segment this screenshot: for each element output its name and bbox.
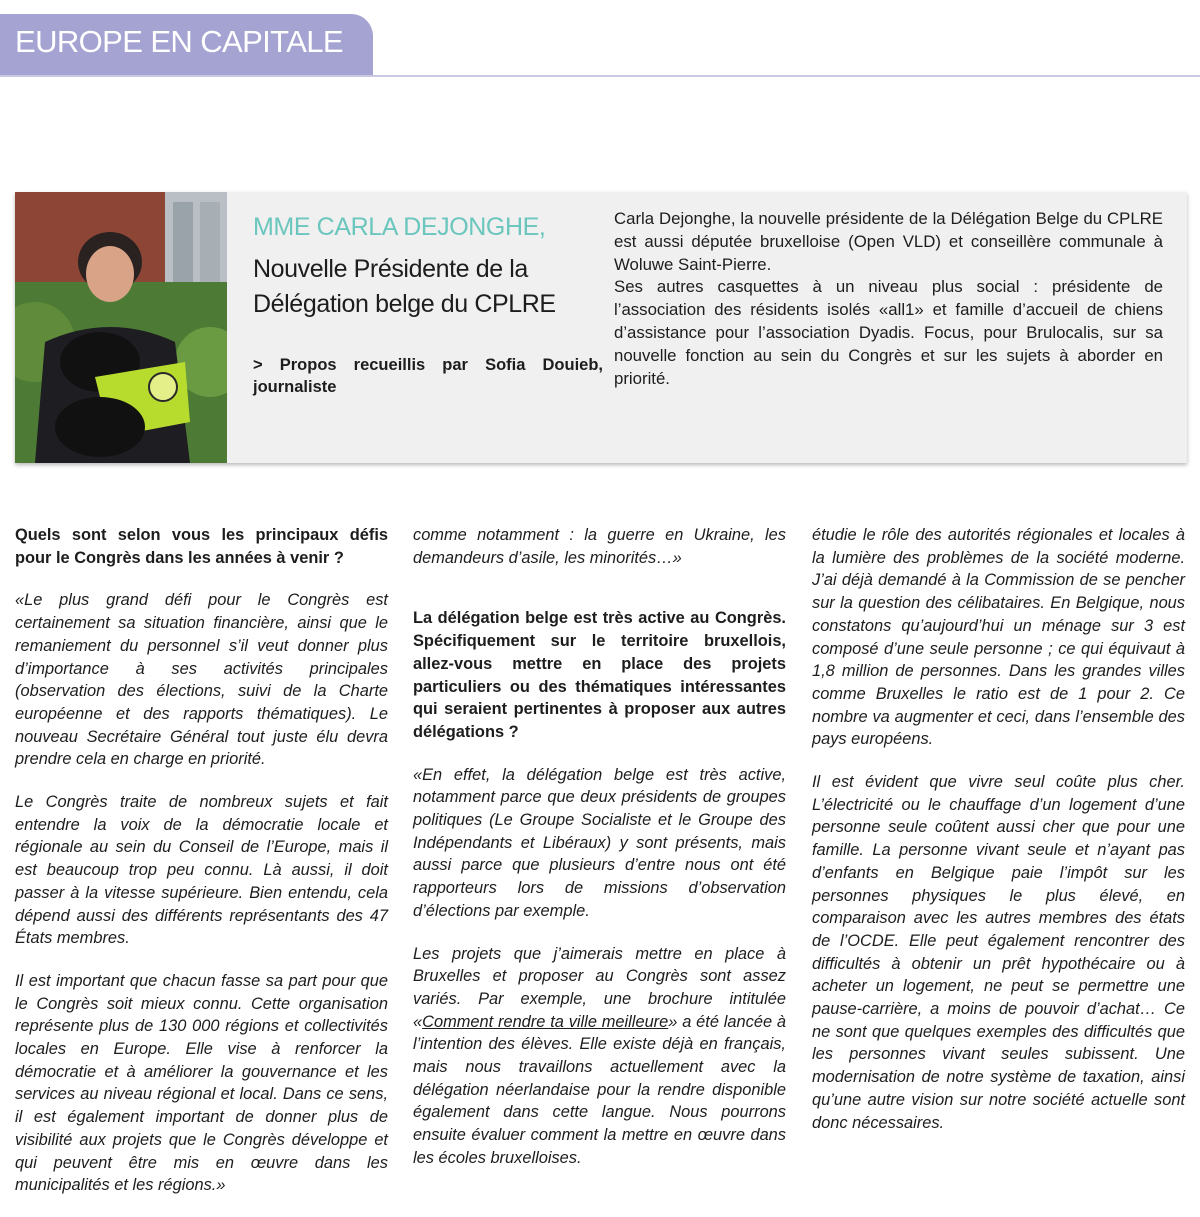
portrait-photo <box>15 192 227 463</box>
article-column-1 <box>15 524 388 1217</box>
portrait-illustration <box>15 192 227 463</box>
author-credit: > Propos recueillis par Sofia Douieb, journaliste <box>253 356 603 396</box>
answer-paragraph: Il est important que chacun fasse sa part pour que le Congrès soit mieux connu. Cette organisation représente plus de 130 000 régions et collectivités locales en Europe. Elle vise à renforcer la démocratie et à améliorer la gouvernance et les services au niveau régional et local. Dans ce sens, il est également important de donner plus de visibilité aux projets que le Congrès développe et qui peuvent être mis en œuvre dans les municipalités et les régions.» <box>15 971 388 1195</box>
section-title: EUROPE EN CAPITALE <box>15 24 343 59</box>
section-header <box>0 14 373 75</box>
answer-text: Les projets que j’aimerais mettre en place à Bruxelles et proposer au Congrès sont assez variés. Par exemple, une brochure intitulée « <box>413 944 786 1031</box>
intro-panel <box>15 192 1187 463</box>
header-divider <box>0 75 1200 77</box>
brochure-title-link[interactable]: Comment rendre ta ville meilleure <box>422 1012 669 1031</box>
intro-text <box>614 208 1163 390</box>
answer-paragraph: Il est évident que vivre seul coûte plus cher. L’électricité ou le chauffage d’un logement d’une personne seule coûtent aussi cher que pour une famille. La personne vivant seule et n’ayant pas d’enfants en Belgique paie l’impôt sur les personnes physiques le plus élevé, en comparaison avec les autres membres des états de l’OCDE. Elle peut également rencontrer des difficultés à obtenir un prêt hypothécaire ou à acheter un logement, ne peut se permettre une pause-carrière, a moins de pouvoir d’achat… Ce ne sont que quelques exemples des difficultés que les personnes vivant seules subissent. Une modernisation de notre système de taxation, ainsi qu’une autre vision sur notre société actuelle sont donc nécessaires. <box>812 773 1185 1132</box>
answer-paragraph: comme notamment : la guerre en Ukraine, les demandeurs d’asile, les minorités…» <box>413 526 786 567</box>
answer-text: » a été lancée à l’intention des élèves. Elle existe déjà en français, mais nous travaillons actuellement avec la délégation néerlandaise pour la rendre disponible également dans cette langue. Nous pourrons ensuite évaluer comment la mettre en œuvre dans les écoles bruxelloises. <box>413 1012 786 1167</box>
answer-paragraph: «Le plus grand défi pour le Congrès est certainement sa situation financière, ainsi que le remaniement du personnel s’il veut donner plus d’importance à ses activités principales (observation des élections, suivi de la Charte européenne et des rapports thématiques). Le nouveau Secrétaire Général tout juste élu devra prendre cela en charge en priorité. <box>15 591 388 769</box>
article-column-2 <box>413 524 786 1190</box>
interviewee-role: Nouvelle Présidente de la Délégation belge du CPLRE <box>253 255 556 318</box>
question: La délégation belge est très active au Congrès. Spécifiquement sur le territoire bruxellois, allez-vous mettre en place des projets particuliers ou des thématiques intéressantes qui seraient pertinentes à proposer aux autres délégations ? <box>413 609 786 741</box>
article-column-3 <box>812 524 1185 1154</box>
intro-paragraph: Ses autres casquettes à un niveau plus social : présidente de l’association des résidents isolés «all1» et famille d’accueil de chiens d’assistance pour l’association Dyadis. Focus, pour Brulocalis, sur sa nouvelle fonction au sein du Congrès et sur les sujets à aborder en priorité. <box>614 277 1163 388</box>
question: Quels sont selon vous les principaux défis pour le Congrès dans les années à venir ? <box>15 526 388 567</box>
answer-paragraph: Le Congrès traite de nombreux sujets et fait entendre la voix de la démocratie locale et régionale au sein du Conseil de l’Europe, mais il est beaucoup trop peu connu. Là aussi, il doit passer à la vitesse supérieure. Bien entendu, cela dépend aussi des différents représentants des 47 États membres. <box>15 793 388 948</box>
answer-paragraph: étudie le rôle des autorités régionales et locales à la lumière des problèmes de la société moderne. J’ai déjà demandé à la Commission de se pencher sur la question des célibataires. En Belgique, nous constatons qu’aujourd’hui un ménage sur 3 est composé d’une seule personne ; ce qui équivaut à 1,8 million de personnes. Dans les grandes villes comme Bruxelles le ratio est de 1 pour 2. Ce nombre va augmenter et ceci, dans l’ensemble des pays européens. <box>812 526 1185 749</box>
answer-paragraph: «En effet, la délégation belge est très active, notamment parce que deux présidents de groupes politiques (Le Groupe Socialiste et le Groupe des Indépendants et Libéraux) y sont présents, mais aussi parce que plusieurs d’entre nous ont été rapporteurs lors de missions d’observation d’élections par exemple. <box>413 765 786 920</box>
interviewee-name: MME CARLA DEJONGHE, <box>253 213 546 241</box>
intro-paragraph: Carla Dejonghe, la nouvelle présidente de la Délégation Belge du CPLRE est aussi députée bruxelloise (Open VLD) et conseillère communale à Woluwe Saint-Pierre. <box>614 209 1163 274</box>
answer-paragraph <box>413 943 786 1170</box>
